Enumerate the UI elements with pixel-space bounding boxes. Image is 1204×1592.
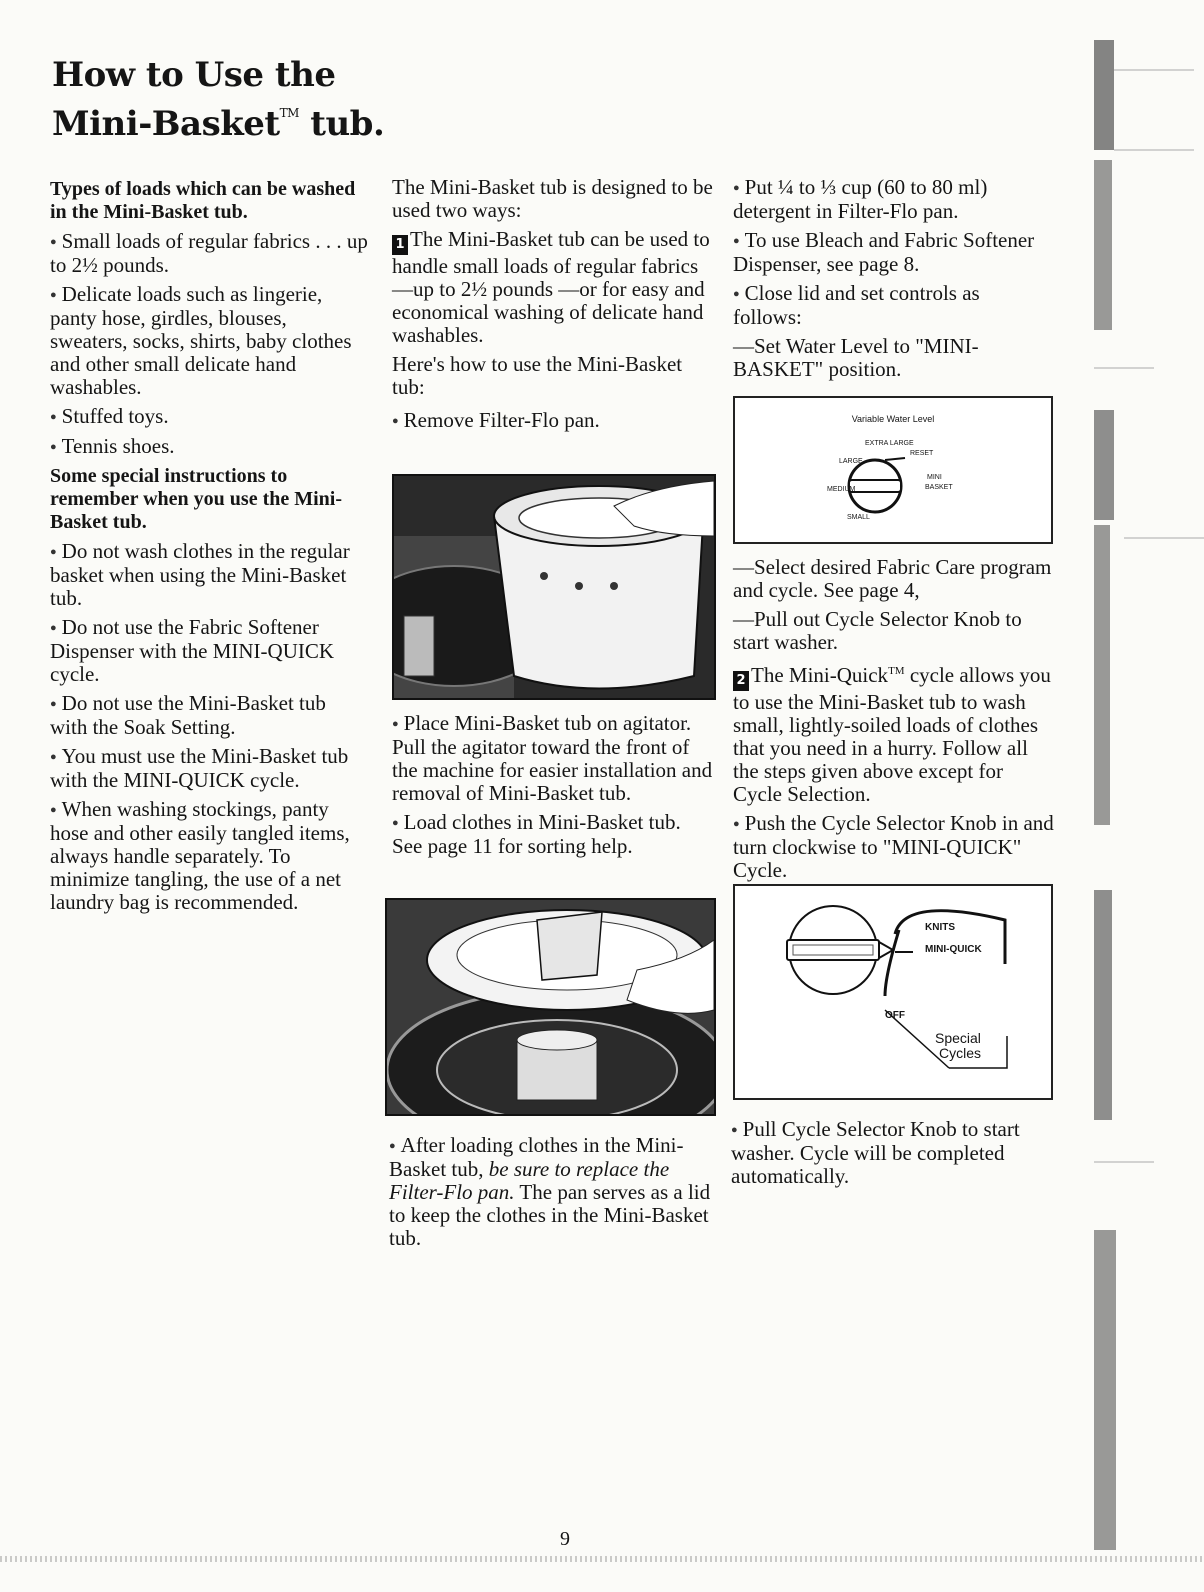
photo-place-mini-basket <box>385 898 716 1116</box>
list-item: ● When washing stockings, panty hose and other easily tangled items, always handle separately. To minimize tangling, the use of a net laundry bag is recommended. <box>50 798 368 914</box>
text-run: The Mini-Quick <box>751 663 889 687</box>
water-level-title: Variable Water Level <box>851 414 935 424</box>
title-line2 <box>52 94 384 143</box>
heading-load-types: Types of loads which can be washed in the Mini-Basket tub. <box>50 178 356 223</box>
scan-edge-artifact <box>1094 0 1204 1592</box>
label-medium: MEDIUM <box>827 486 856 493</box>
page-number: 9 <box>560 1528 570 1550</box>
list-item: ● Do not use the Mini-Basket tub with the Soak Setting. <box>50 692 368 739</box>
water-level-panel <box>733 396 1053 544</box>
label-small: SMALL <box>847 514 870 521</box>
list-item: ● Place Mini-Basket tub on agitator. Pull the agitator toward the front of the machine for easier installation and removal of Mini-Basket tub. <box>392 712 714 805</box>
dash-item: —Pull out Cycle Selector Knob to start washer. <box>733 607 1022 654</box>
illustration-mini-basket <box>387 900 714 1114</box>
text-run: cycle allows you to use the Mini-Basket tub to wash small, lightly-soiled loads of clothes that you need in a hurry. Follow all the steps given above except for Cycle Selection. <box>733 663 1051 806</box>
list-item: ● Do not wash clothes in the regular basket when using the Mini-Basket tub. <box>50 540 368 610</box>
list-item: ● You must use the Mini-Basket tub with the MINI-QUICK cycle. <box>50 745 368 792</box>
how-to-text: Here's how to use the Mini-Basket tub: <box>392 352 683 399</box>
list-item: ● Do not use the Fabric Softener Dispenser with the MINI-QUICK cycle. <box>50 616 368 686</box>
list-item: ● Stuffed toys. <box>50 405 368 429</box>
page-title <box>52 56 384 143</box>
title-line1: How to Use the <box>52 55 336 95</box>
heading-special-instructions: Some special instructions to remember when you use the Mini-Basket tub. <box>50 465 343 533</box>
label-basket: BASKET <box>925 484 953 491</box>
list-item: ● Pull Cycle Selector Knob to start washer. Cycle will be completed automatically. <box>731 1118 1053 1188</box>
dash-item: —Select desired Fabric Care program and cycle. See page 4, <box>733 555 1052 602</box>
list-item: ● Tennis shoes. <box>50 435 368 459</box>
dash-item: —Set Water Level to "MINI-BASKET" position. <box>733 334 979 381</box>
label-cycles: Cycles <box>939 1045 982 1061</box>
intro-text: The Mini-Basket tub is designed to be used two ways: <box>392 175 713 222</box>
trademark: TM <box>279 106 299 120</box>
step-1-text: The Mini-Basket tub can be used to handle small loads of regular fabrics—up to 2½ pounds —or for easy and economical washing of delicate hand washables. <box>392 227 710 347</box>
water-level-dial <box>735 398 1051 542</box>
label-knits: KNITS <box>925 922 955 933</box>
list-item: ● Load clothes in Mini-Basket tub. See page 11 for sorting help. <box>392 811 714 858</box>
list-item: ● Close lid and set controls as follows: <box>733 282 1053 329</box>
list-item: ● Small loads of regular fabrics . . . up to 2½ pounds. <box>50 230 368 277</box>
step-number-2: 2 <box>733 671 749 691</box>
step-number-1: 1 <box>392 235 408 255</box>
photo-remove-filter-pan <box>392 474 716 700</box>
list-item: ● Delicate loads such as lingerie, panty hose, girdles, blouses, sweaters, socks, shirts, baby clothes and other small delicate hand washables. <box>50 283 368 399</box>
title-end: tub. <box>298 104 385 144</box>
column-2-bottom <box>389 1134 714 1256</box>
label-special: Special <box>935 1030 981 1046</box>
title-brand: Mini-Basket <box>52 104 280 144</box>
column-1 <box>50 178 368 920</box>
column-2-top <box>392 176 714 439</box>
text-run: After loading clothes in the Mini-Basket tub, <box>389 1133 684 1181</box>
label-off: OFF <box>885 1010 905 1021</box>
step-2-paragraph <box>733 660 1055 806</box>
scan-bottom-artifact <box>0 1556 1204 1562</box>
text-run: The pan serves as a lid to keep the clothes in the Mini-Basket tub. <box>389 1180 711 1250</box>
emphasis-text: be sure to replace the Filter-Flo pan. <box>389 1157 670 1204</box>
label-mini: MINI <box>927 474 942 481</box>
label-extra-large: EXTRA LARGE <box>865 440 914 447</box>
list-item <box>389 1134 714 1250</box>
label-large: LARGE <box>839 458 863 465</box>
column-3-bottom <box>731 1118 1053 1194</box>
list-item: ● Remove Filter-Flo pan. <box>392 409 714 433</box>
trademark: TM <box>888 665 905 677</box>
cycle-selector-panel <box>733 884 1053 1100</box>
illustration-filter-pan <box>394 476 714 698</box>
label-reset: RESET <box>910 450 934 457</box>
column-3-middle <box>733 556 1055 888</box>
list-item: ● Put ¼ to ⅓ cup (60 to 80 ml) detergent in Filter-Flo pan. <box>733 176 1053 223</box>
column-2-middle <box>392 712 714 864</box>
label-mini-quick: MINI-QUICK <box>925 944 982 955</box>
list-item: ● To use Bleach and Fabric Softener Dispenser, see page 8. <box>733 229 1053 276</box>
cycle-selector-dial <box>735 886 1051 1098</box>
column-3-top <box>733 176 1053 387</box>
step-1-paragraph <box>392 228 714 347</box>
list-item: ● Push the Cycle Selector Knob in and turn clockwise to "MINI-QUICK" Cycle. <box>733 812 1055 882</box>
